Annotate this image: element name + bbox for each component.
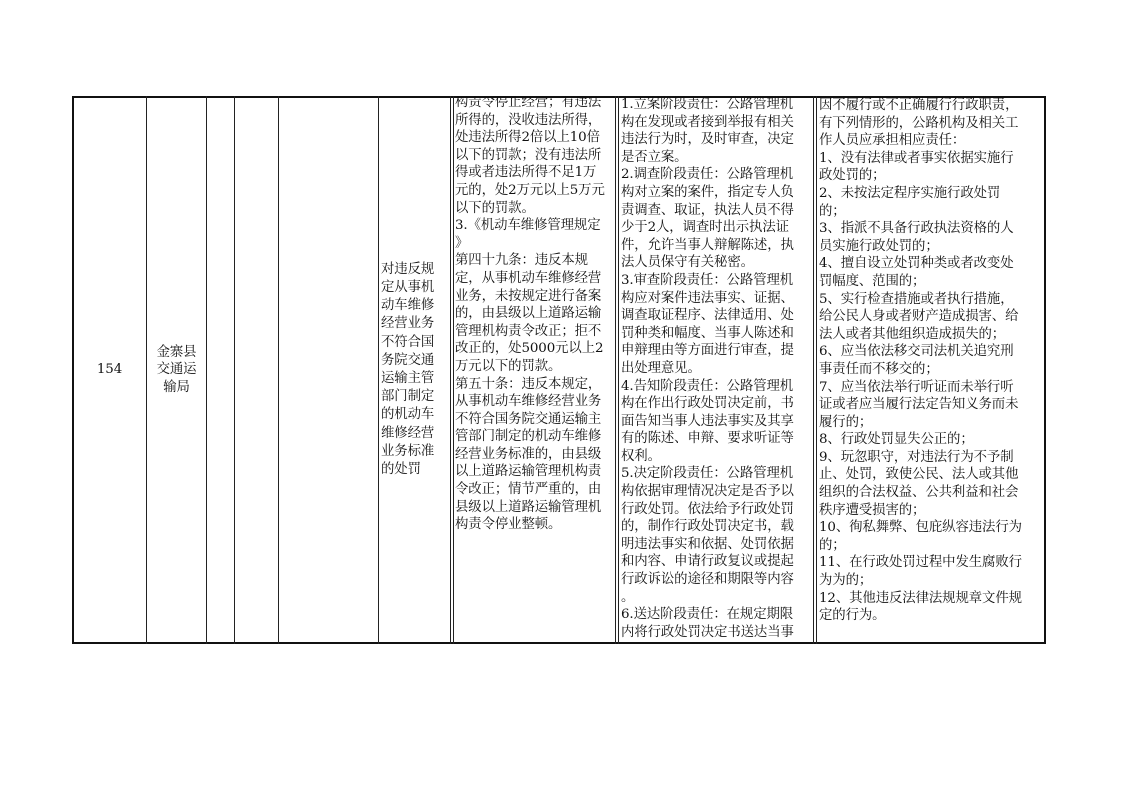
accountability-line: 7、应当依法举行听证而未举行听 — [819, 379, 1014, 395]
responsibility-line: 行政诉讼的途径和期限等内容 — [621, 572, 794, 588]
responsibility-line: 构应对案件违法事实、证据、 — [621, 290, 794, 306]
basis-line: 元的，处2万元以上5万元 — [455, 182, 605, 198]
accountability-line: 政处罚的； — [819, 168, 886, 184]
item-name-line: 务院交通 — [381, 352, 435, 368]
responsibility-line: 构在发现或者接到举报有相关 — [621, 114, 794, 130]
basis-line: 令改正；情节严重的，由 — [455, 482, 602, 498]
responsibility-line: 责调查、取证，执法人员不得 — [621, 202, 794, 218]
basis-line: 所得的，没收违法所得， — [455, 112, 602, 128]
basis-line: 第五十条：违反本规定， — [455, 376, 602, 392]
column-border — [450, 96, 451, 644]
responsibility-cell — [619, 96, 813, 644]
responsibility-line: 件，允许当事人辩解陈述，执 — [621, 237, 794, 253]
accountability-line: 2、未按法定程序实施行政处罚 — [819, 185, 1001, 201]
department-line: 输局 — [163, 379, 190, 395]
responsibility-line: 4.告知阶段责任：公路管理机 — [621, 378, 794, 394]
basis-line: 以下的罚款；没有违法所 — [455, 147, 602, 163]
accountability-line: 作人员应承担相应责任： — [819, 133, 966, 149]
responsibility-line: 构依据审理情况决定是否予以 — [621, 484, 794, 500]
basis-line: 》 — [455, 235, 469, 251]
accountability-line: 员实施行政处罚的； — [819, 238, 939, 254]
empty-cell — [279, 96, 378, 644]
item-name-line: 经营业务 — [381, 316, 435, 332]
accountability-line: 5、实行检查措施或者执行措施， — [819, 291, 1014, 307]
basis-line: 定，从事机动车维修经营 — [455, 270, 602, 286]
item-name-line: 维修经营 — [381, 425, 435, 441]
responsibility-line: 明违法事实和依据、处罚依据 — [621, 536, 794, 552]
column-border — [1044, 96, 1046, 644]
basis-line: 3.《机动车维修管理规定 — [455, 218, 601, 234]
accountability-line: 6、应当依法移交司法机关追究刑 — [819, 344, 1014, 360]
basis-line: 县级以上道路运输管理机 — [455, 499, 602, 515]
responsibility-line: 构在作出行政处罚决定前，书 — [621, 396, 794, 412]
basis-line: 不符合国务院交通运输主 — [455, 411, 602, 427]
department-name — [157, 344, 197, 397]
basis-line: 构责令停业整顿。 — [455, 517, 562, 533]
row-number-cell — [73, 96, 146, 644]
empty-cell — [235, 96, 278, 644]
department-cell — [147, 96, 206, 644]
basis-line: 万元以下的罚款。 — [455, 358, 562, 374]
accountability-line: 履行的； — [819, 414, 873, 430]
accountability-text — [819, 97, 1044, 625]
responsibility-line: 和内容、申请行政复议或提起 — [621, 554, 794, 570]
accountability-line: 10、徇私舞弊、包庇纵容违法行为 — [819, 520, 1022, 536]
accountability-line: 事责任而不移交的； — [819, 361, 939, 377]
accountability-line: 8、行政处罚显失公正的； — [819, 432, 974, 448]
responsibility-line: 构对立案的案件，指定专人负 — [621, 184, 794, 200]
accountability-line: 4、擅自设立处罚种类或者改变处 — [819, 256, 1014, 272]
accountability-line: 组织的合法权益、公共利益和社会 — [819, 485, 1019, 501]
accountability-line: 有下列情形的，公路机构及相关工 — [819, 115, 1019, 131]
basis-line: 管理机构责令改正；拒不 — [455, 323, 602, 339]
basis-line: 以下的罚款。 — [455, 200, 535, 216]
responsibility-line: 权利。 — [621, 448, 661, 464]
item-name-line: 定从事机 — [381, 279, 435, 295]
accountability-line: 定的行为。 — [819, 608, 886, 624]
basis-line: 第四十九条：违反本规 — [455, 253, 588, 269]
department-line: 金寨县 — [156, 344, 197, 360]
accountability-line: 1、没有法律或者事实依据实施行 — [819, 150, 1014, 166]
accountability-line: 11、在行政处罚过程中发生腐败行 — [819, 555, 1022, 571]
basis-line: 改正的，处5000元以上2 — [455, 341, 604, 357]
item-name-line: 动车维修 — [381, 298, 435, 314]
responsibility-text — [621, 96, 813, 641]
responsibility-line: 有的陈述、申辩、要求听证等 — [621, 431, 794, 447]
department-line: 交通运 — [156, 362, 197, 378]
accountability-line: 9、玩忽职守，对违法行为不予制 — [819, 449, 1014, 465]
column-border — [615, 96, 616, 644]
responsibility-line: 行政处罚。依法给予行政处罚 — [621, 501, 794, 517]
item-name-line: 对违反规 — [381, 261, 435, 277]
item-name-cell — [379, 96, 450, 644]
basis-line: 构责令停止经营；有违法 — [455, 96, 602, 110]
column-border — [813, 96, 814, 644]
responsibility-line: 5.决定阶段责任：公路管理机 — [621, 466, 794, 482]
responsibility-line: 罚种类和幅度、当事人陈述和 — [621, 325, 794, 341]
basis-line: 得或者违法所得不足1万 — [455, 165, 597, 181]
responsibility-line: 是否立案。 — [621, 149, 688, 165]
accountability-line: 法人或者其他组织造成损失的； — [819, 326, 1006, 342]
responsibility-line: 申辩理由等方面进行审查，提 — [621, 343, 794, 359]
accountability-line: 证或者应当履行法定告知义务而未 — [819, 397, 1019, 413]
responsibility-line: 少于2人，调查时出示执法证 — [621, 220, 789, 236]
accountability-line: 给公民人身或者财产造成损害、给 — [819, 309, 1019, 325]
responsibility-line: 6.送达阶段责任：在规定期限 — [621, 607, 794, 623]
empty-cell — [207, 96, 234, 644]
item-name-line: 业务标准 — [381, 443, 435, 459]
item-name-line: 不符合国 — [381, 334, 435, 350]
responsibility-line: 3.审查阶段责任：公路管理机 — [621, 272, 794, 288]
accountability-line: 罚幅度、范围的； — [819, 273, 926, 289]
item-name — [381, 261, 434, 479]
accountability-line: 的； — [819, 203, 846, 219]
basis-line: 的，由县级以上道路运输 — [455, 306, 602, 322]
penalty-table — [72, 96, 1046, 644]
basis-line: 管部门制定的机动车维修 — [455, 429, 602, 445]
accountability-line: 3、指派不具备行政执法资格的人 — [819, 221, 1014, 237]
basis-line: 业务，未按规定进行备案 — [455, 288, 602, 304]
responsibility-line: 的，制作行政处罚决定书，载 — [621, 519, 794, 535]
accountability-line: 因不履行或不正确履行行政职责， — [819, 98, 1019, 113]
row-number: 154 — [96, 362, 123, 378]
legal-basis-text — [455, 96, 615, 534]
responsibility-line: 违法行为时，及时审查，决定 — [621, 132, 794, 148]
basis-line: 经营业务标准的，由县级 — [455, 446, 602, 462]
responsibility-line: 2.调查阶段责任：公路管理机 — [621, 167, 794, 183]
responsibility-line: 法人员保守有关秘密。 — [621, 255, 754, 271]
accountability-line: 为为的； — [819, 573, 873, 589]
responsibility-line: 1.立案阶段责任：公路管理机 — [621, 97, 794, 112]
responsibility-line: 调查取证程序、法律适用、处 — [621, 308, 794, 324]
item-name-line: 运输主管 — [381, 371, 435, 386]
item-name-line: 的处罚 — [381, 462, 421, 478]
basis-line: 从事机动车维修经营业务 — [455, 394, 602, 410]
responsibility-line: 内将行政处罚决定书送达当事 — [621, 624, 794, 640]
responsibility-line: 出处理意见。 — [621, 360, 701, 376]
basis-line: 处违法所得2倍以上10倍 — [455, 130, 600, 146]
basis-line: 以上道路运输管理机构责 — [455, 464, 602, 480]
accountability-line: 的； — [819, 537, 846, 553]
responsibility-line: 。 — [621, 589, 635, 605]
legal-basis-cell — [454, 96, 615, 644]
accountability-line: 止、处罚，致使公民、法人或其他 — [819, 467, 1019, 483]
accountability-line: 12、其他违反法律法规规章文件规 — [819, 590, 1022, 606]
item-name-line: 部门制定 — [381, 389, 435, 405]
responsibility-line: 面告知当事人违法事实及其享 — [621, 413, 794, 429]
item-name-line: 的机动车 — [381, 407, 435, 423]
accountability-line: 秩序遭受损害的； — [819, 502, 926, 518]
accountability-cell — [817, 96, 1044, 644]
